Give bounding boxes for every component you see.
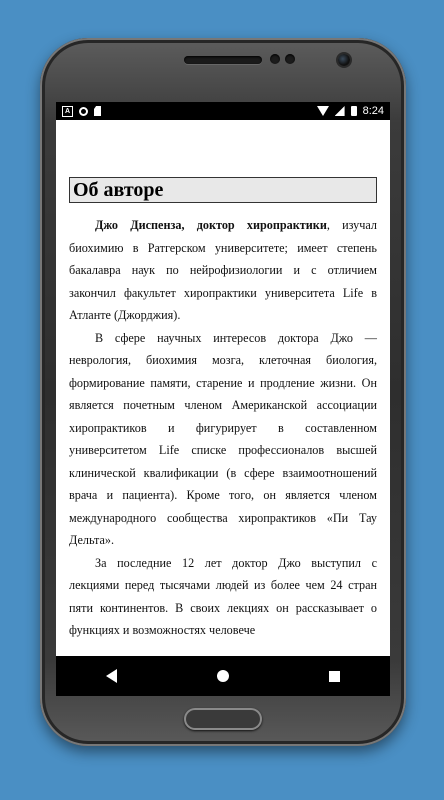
back-icon[interactable] [106,669,117,683]
sd-card-icon [94,106,101,116]
light-sensor [285,54,295,64]
reader-page[interactable] [56,120,390,642]
hardware-home-button[interactable] [184,708,262,730]
status-time: 8:24 [362,105,384,117]
paragraph-text: , изучал биохимию в Ратгерском университете; имеет степень бакалавра наук по нейрофизиологии и с отличием закончил факультет хиропрактики университета Life в Атланте (Джорджия). [69,218,377,322]
home-icon[interactable] [217,670,229,682]
a-icon: A [62,106,73,117]
author-name: Джо Диспенза, доктор хиропрактики [95,218,327,232]
navigation-bar [56,656,390,696]
recents-icon[interactable] [329,671,340,682]
phone-frame [40,38,406,746]
chapter-text [69,214,377,642]
chapter-heading: Об авторе [69,177,377,203]
wifi-icon [317,106,329,116]
paragraph: За последние 12 лет доктор Джо выступил с лекциями перед тысячами людей из более чем 24 стран пяти континентов. В своих лекциях он рассказывает о функциях и возможностях человече [69,555,377,637]
paragraph [69,214,377,327]
proximity-sensor [270,54,280,64]
paragraph: В сфере научных интересов доктора Джо — неврология, биохимия мозга, клеточная биология, формирование памяти, старение и продление жизни. Он является почетным членом Американской ассоциации хиропрактиков и фигурирует в составленном университетом Life списке профессионалов высшей клинической квалификации (в сфере взаимоотношений врача и пациента). Кроме того, он является членом международного сообщества хиропрактиков «Пи Тау Дельта». [69,330,377,547]
battery-icon [351,106,357,116]
circle-icon [79,107,88,116]
status-bar [56,102,390,120]
front-camera-icon [338,54,350,66]
earpiece-speaker [184,56,262,64]
screen [56,102,390,696]
signal-icon [335,106,345,116]
